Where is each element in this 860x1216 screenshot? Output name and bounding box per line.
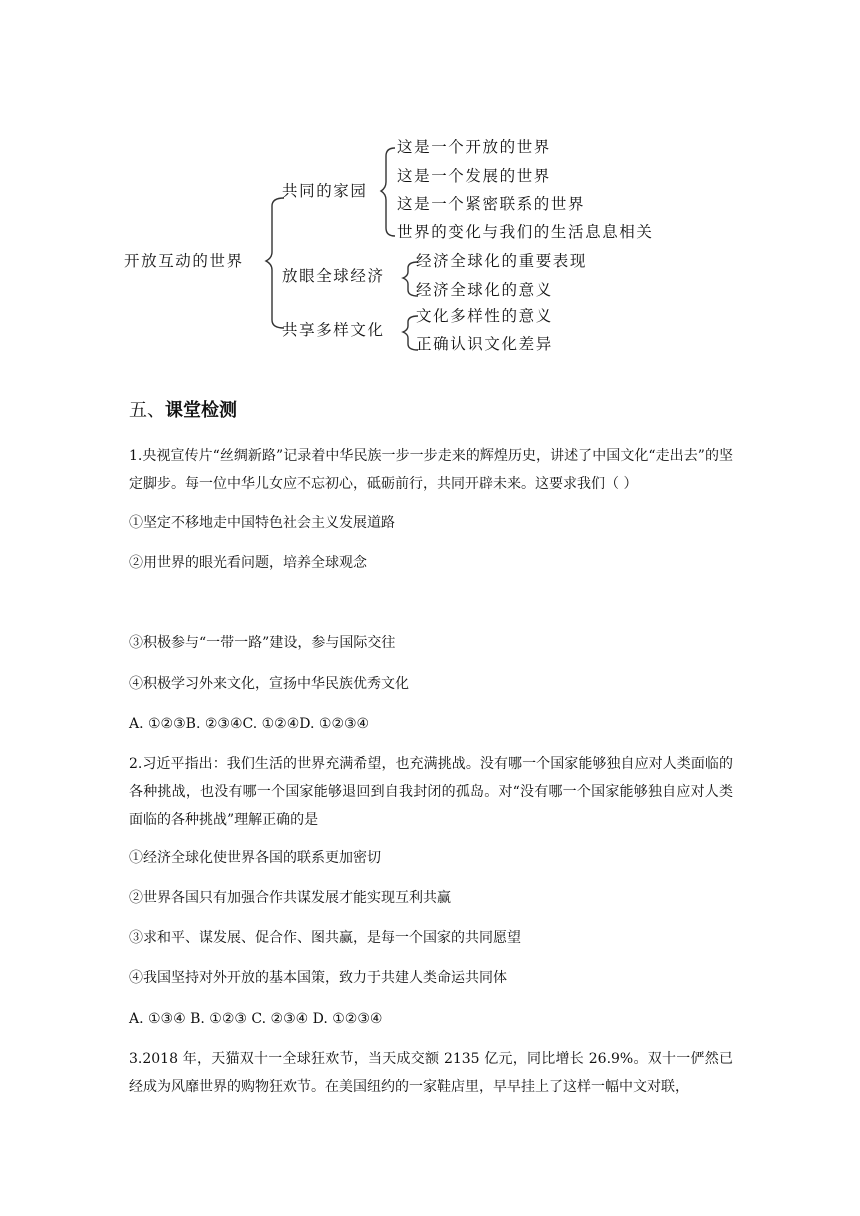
branch2-item-1: 经济全球化的重要表现 xyxy=(416,252,588,270)
question-1-option-3: ③积极参与“一带一路”建设，参与国际交往 xyxy=(129,635,396,651)
question-1-stem: 1.央视宣传片“丝绸新路”记录着中华民族一步一步走来的辉煌历史，讲述了中国文化“走出去”的坚定脚步。每一位中华儿女应不忘初心，砥砺前行，共同开辟未来。这要求我们（ ） xyxy=(129,448,733,492)
branch1-item-4: 世界的变化与我们的生活息息相关 xyxy=(397,223,654,241)
branch-label-1: 共同的家园 xyxy=(282,182,368,200)
root-label: 开放互动的世界 xyxy=(124,252,244,270)
branch3-item-2: 正确认识文化差异 xyxy=(416,335,553,353)
section-number: 五、 xyxy=(129,400,165,421)
question-1-option-4: ④积极学习外来文化，宣扬中华民族优秀文化 xyxy=(129,676,409,692)
question-2-option-1: ①经济全球化使世界各国的联系更加密切 xyxy=(129,850,381,866)
question-2-option-3: ③求和平、谋发展、促合作、图共赢，是每一个国家的共同愿望 xyxy=(129,930,521,946)
branch3-item-1: 文化多样性的意义 xyxy=(416,307,553,325)
section-heading xyxy=(129,396,237,422)
question-2-option-2: ②世界各国只有加强合作共谋发展才能实现互利共赢 xyxy=(129,890,451,906)
branch2-item-2: 经济全球化的意义 xyxy=(416,281,553,299)
question-1-option-2: ②用世界的眼光看问题，培养全球观念 xyxy=(129,555,367,571)
knowledge-diagram xyxy=(0,0,860,370)
root-brace xyxy=(266,198,284,328)
branch1-brace xyxy=(381,148,395,236)
branch1-item-2: 这是一个发展的世界 xyxy=(397,167,551,185)
question-2-stem: 2.习近平指出：我们生活的世界充满希望，也充满挑战。没有哪一个国家能够独自应对人类面临的各种挑战，也没有哪一个国家能够退回到自我封闭的孤岛。对“没有哪一个国家能够独自应对人类面临的各种挑战”理解正确的是 xyxy=(129,756,733,828)
branch1-item-3: 这是一个紧密联系的世界 xyxy=(397,195,586,213)
question-1-choices: A. ①②③B. ②③④C. ①②④D. ①②③④ xyxy=(129,716,370,732)
branch-label-2: 放眼全球经济 xyxy=(282,267,385,285)
branch1-item-1: 这是一个开放的世界 xyxy=(397,138,551,156)
question-2-choices: A. ①③④ B. ①②③ C. ②③④ D. ①②③④ xyxy=(129,1011,383,1027)
question-3-stem: 3.2018 年，天猫双十一全球狂欢节，当天成交额 2135 亿元，同比增长 26.9%。双十一俨然已经成为风靡世界的购物狂欢节。在美国纽约的一家鞋店里，早早挂上了这样一幅中文对联， xyxy=(129,1051,733,1095)
branch-label-3: 共享多样文化 xyxy=(282,321,385,339)
question-2-option-4: ④我国坚持对外开放的基本国策，致力于共建人类命运共同体 xyxy=(129,970,507,986)
question-1-option-1: ①坚定不移地走中国特色社会主义发展道路 xyxy=(129,515,395,531)
section-title: 课堂检测 xyxy=(165,400,237,421)
